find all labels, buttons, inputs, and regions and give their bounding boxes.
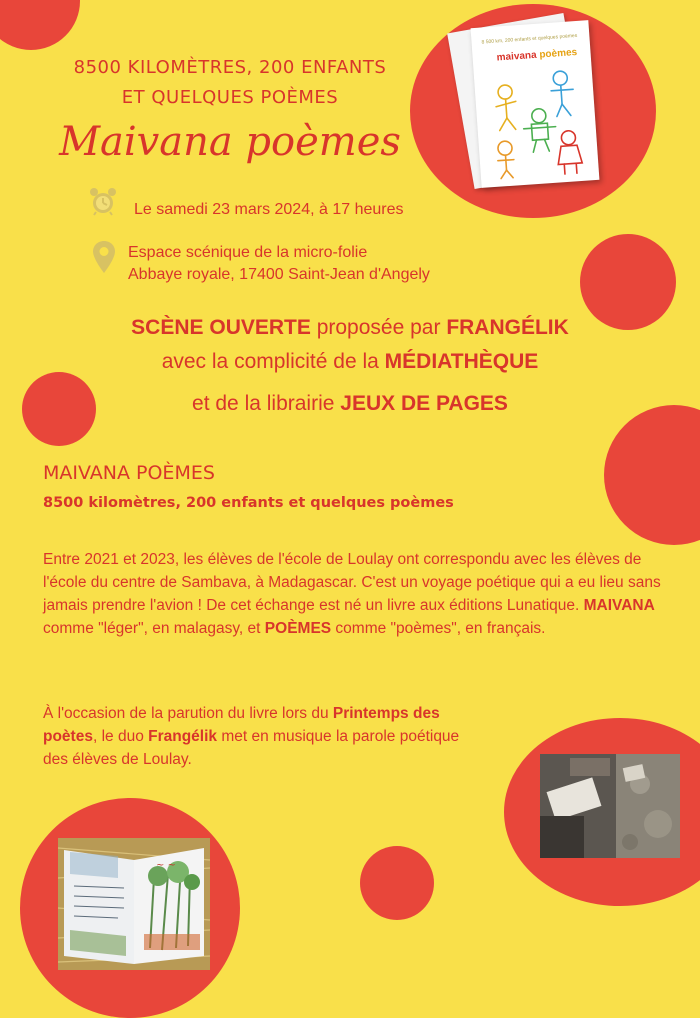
- partner-line: avec la complicité de la MÉDIATHÈQUE: [161, 350, 539, 373]
- students-writing-photo: [540, 754, 680, 858]
- alarm-clock-icon: [88, 186, 118, 216]
- handmade-book-photo: [58, 838, 210, 970]
- poster-title: Maivana poèmes: [59, 119, 401, 165]
- bookshop-line: et de la librairie JEUX DE PAGES: [192, 392, 508, 415]
- section-title: MAIVANA POÈMES: [43, 462, 215, 484]
- headline-line-2: ET QUELQUES POÈMES: [121, 87, 339, 108]
- decor-circle: [360, 846, 434, 920]
- book-cover-subtitle: 8 500 km, 200 enfants et quelques poèmes: [481, 32, 578, 46]
- svg-text:~ ~: ~ ~: [156, 860, 176, 871]
- description-paragraph: Entre 2021 et 2023, les élèves de l'école de Loulay ont correspondu avec les élèves de l'école du centre de Sambava, à Madagascar. C'est un voyage poétique qui a eu lieu sans jamais prendre l'avion ! De cet échange est né un livre aux éditions Lunatique. MAIVANA comme "léger", en malagasy, et POÈMES comme "poèmes", en français.: [43, 551, 661, 637]
- event-date: Le samedi 23 mars 2024, à 17 heures: [134, 201, 404, 218]
- open-stage-line: SCÈNE OUVERTE proposée par FRANGÉLIK: [131, 316, 569, 339]
- location-pin-icon: [92, 240, 116, 274]
- performance-paragraph: À l'occasion de la parution du livre lors du Printemps des poètes, le duo Frangélik met en musique la parole poétique des élèves de Loulay.: [43, 705, 460, 768]
- decor-circle: [604, 405, 700, 545]
- book-cover-title: maivana poèmes: [496, 46, 578, 64]
- event-address: Abbaye royale, 17400 Saint-Jean d'Angely: [128, 266, 430, 283]
- book-cover-image: [460, 16, 600, 196]
- decor-circle: [0, 0, 80, 50]
- event-venue: Espace scénique de la micro-folie: [128, 244, 368, 261]
- headline-line-1: 8500 KILOMÈTRES, 200 ENFANTS: [73, 57, 387, 78]
- section-subtitle: 8500 kilomètres, 200 enfants et quelques poèmes: [43, 495, 454, 511]
- children-drawing-illustration: [482, 66, 593, 181]
